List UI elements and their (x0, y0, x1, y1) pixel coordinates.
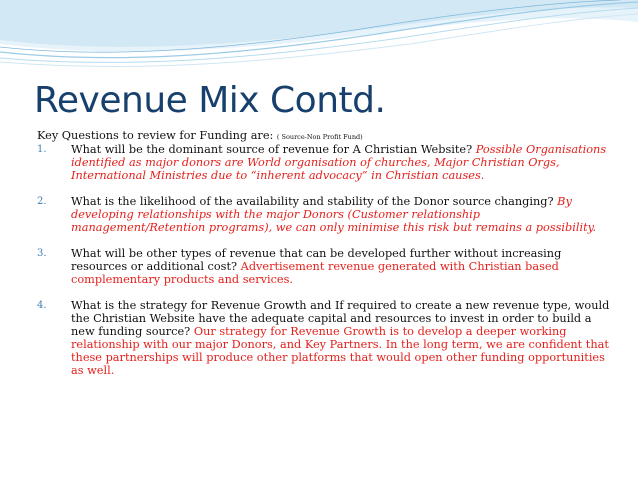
answer-text: By developing relationships with the major Donors (Customer relationship management/Retention programs), we can only minimise this risk but remains a possibility. (71, 195, 597, 234)
intro-source: ( Source-Non Profit Fund) (276, 133, 363, 141)
question-number: 1. (37, 144, 47, 155)
question-body (71, 143, 612, 182)
slide-title: Revenue Mix Contd. (34, 80, 386, 121)
question-item-2 (37, 195, 612, 234)
question-number: 4. (37, 300, 47, 311)
question-item-4 (37, 299, 612, 377)
answer-text: Our strategy for Revenue Growth is to develop a deeper working relationship with our major Donors, and Key Partners. In the long term, we are confident that these partnerships will produce other platforms that would open other funding opportunities as well. (71, 325, 609, 377)
question-body (71, 247, 612, 286)
question-text: What will be the dominant source of revenue for A Christian Website? (71, 143, 476, 156)
question-number: 2. (37, 196, 47, 207)
question-number: 3. (37, 248, 47, 259)
question-item-1 (37, 143, 612, 182)
question-item-3 (37, 247, 612, 286)
question-body (71, 299, 612, 377)
intro-line (37, 129, 612, 142)
intro-text: Key Questions to review for Funding are: (37, 129, 277, 142)
answer-text: Possible Organisations identified as major donors are World organisation of churches, Major Christian Orgs, International Ministries due to “inherent advocacy” in Christian causes. (71, 143, 607, 182)
question-text: What is the strategy for Revenue Growth and If required to create a new revenue type, would the Christian Website have the adequate capital and resources to invest in order to build a new funding source? (71, 299, 610, 338)
header-wave-decoration (0, 0, 638, 80)
answer-text: Advertisement revenue generated with Christian based complementary products and services. (71, 260, 559, 286)
question-text: What will be other types of revenue that can be developed further without increasing resources or additional cost? (71, 247, 562, 273)
question-text: What is the likelihood of the availability and stability of the Donor source changing? (71, 195, 558, 208)
slide-content (37, 129, 612, 390)
question-body (71, 195, 612, 234)
